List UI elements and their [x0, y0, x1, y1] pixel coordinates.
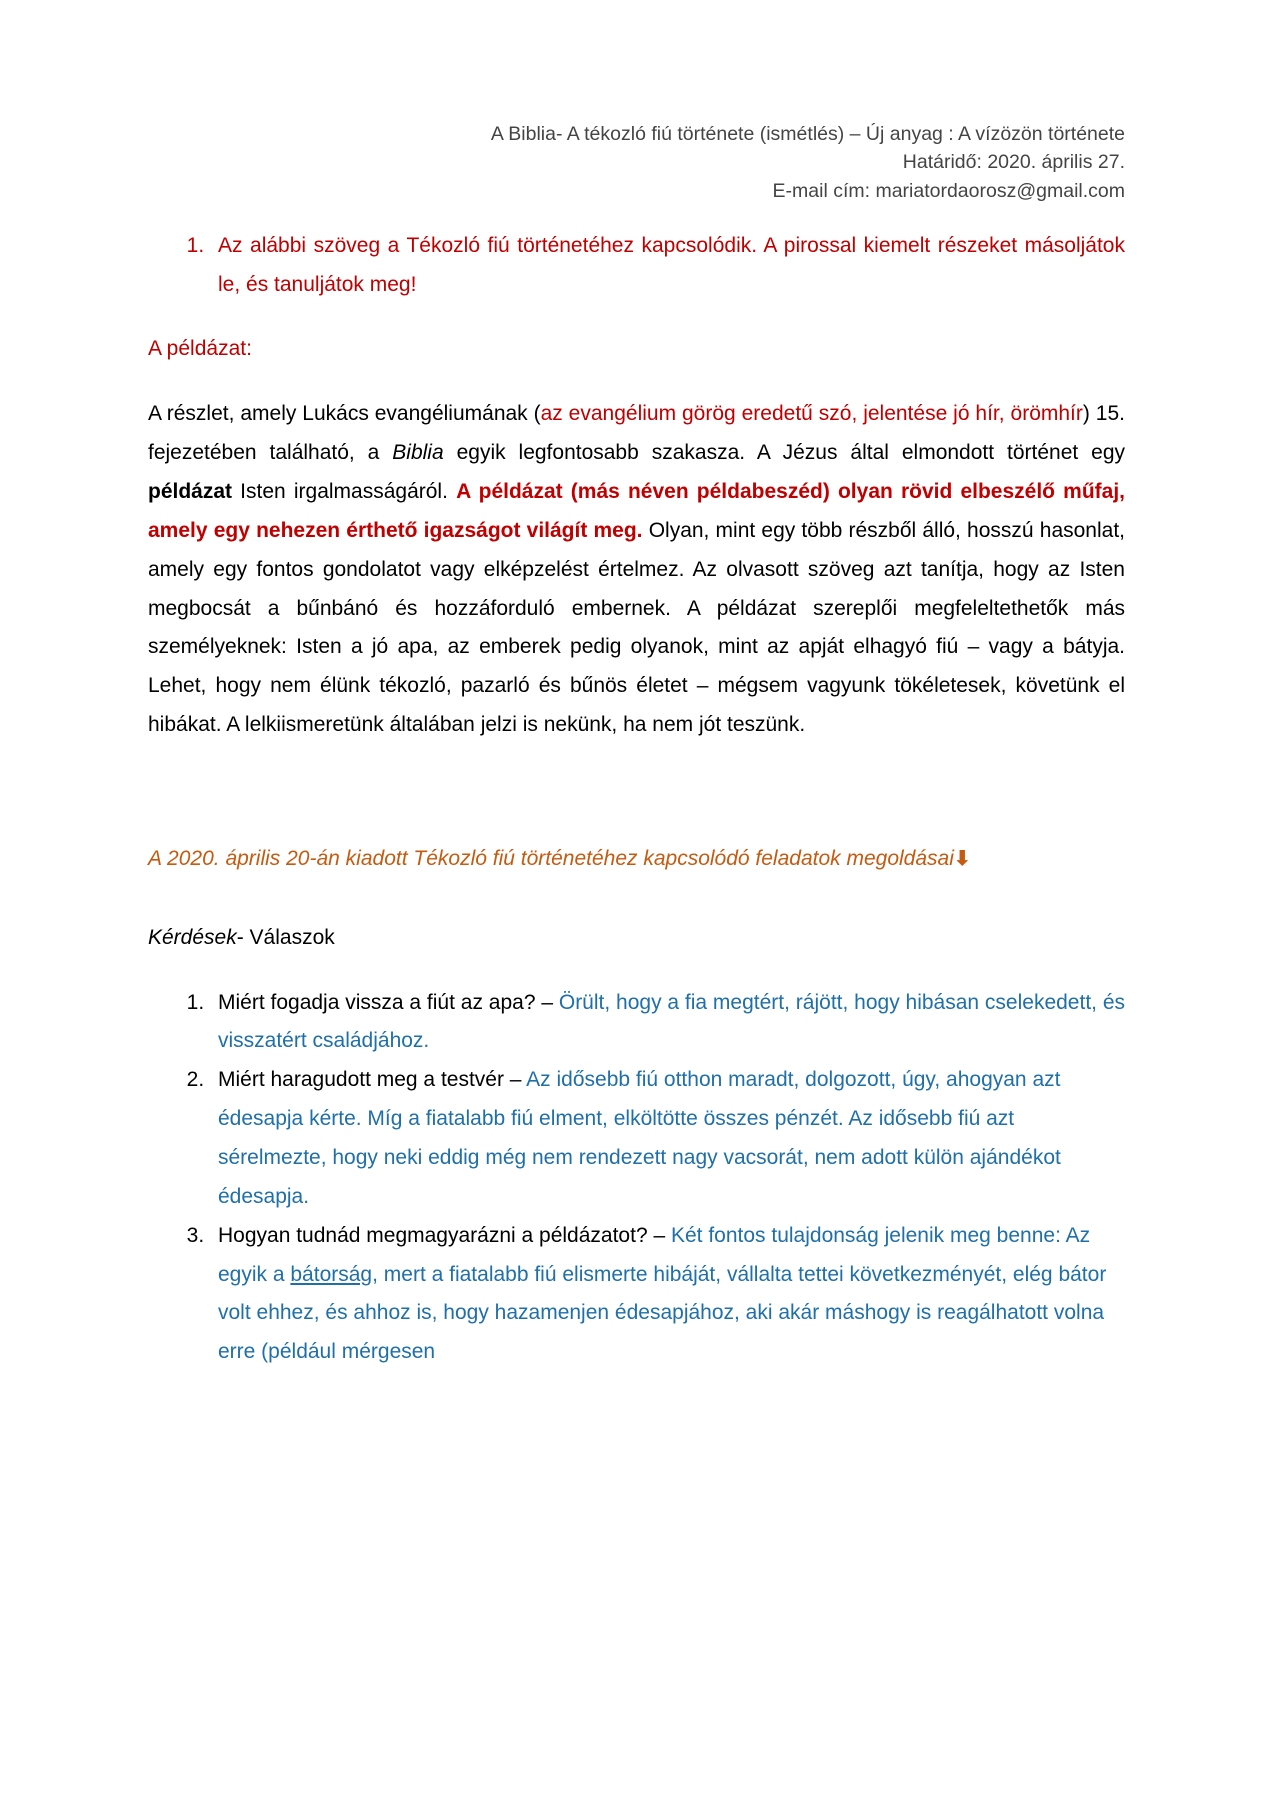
question-text: Hogyan tudnád megmagyarázni a példázatot? – [218, 1223, 671, 1247]
header-line-title: A Biblia- A tékozló fiú története (ismétlés) – Új anyag : A vízözön története [490, 123, 1125, 145]
instruction-item [210, 227, 1125, 305]
qa-label [148, 919, 1125, 958]
answer-underlined-word: bátorság, [290, 1262, 378, 1286]
paragraph-text-d: Isten irgalmasságáról. [232, 480, 457, 504]
spacer [148, 369, 1125, 395]
instruction-text: Az alábbi szöveg a Tékozló fiú történetéhez kapcsolódik. A pirossal kiemelt részeket másoljátok le, és tanuljátok meg! [218, 233, 1125, 296]
answer-text-a: Két fontos tulajdonság jelenik meg benne: Az egyik a [218, 1223, 1091, 1286]
spacer [148, 879, 1125, 919]
paragraph-text-b: ) 15. fejezetében található, a [148, 402, 1125, 465]
answer-text-b: mert a fiatalabb fiú elismerte hibáját, vállalta tettei következményét, elég bátor volt ehhez, és ahhoz is, hogy hazamenjen édesapjához, aki akár máshogy is reagálhatott volna erre (például mérgesen [218, 1262, 1107, 1364]
answer-text: Az idősebb fiú otthon maradt, dolgozott, úgy, ahogyan azt édesapja kérte. Míg a fiatalabb fiú elment, elköltötte összes pénzét. Az idősebb fiú azt sérelmezte, hogy neki eddig még nem rendezett nagy vacsorát, nem adott külön ajándékot édesapja. [218, 1068, 1061, 1208]
qa-label-italic: Kérdések [148, 925, 237, 949]
document-header [148, 120, 1125, 205]
question-item [210, 1061, 1125, 1216]
paragraph-text-c: egyik legfontosabb szakasza. A Jézus által elmondott történet egy [443, 441, 1125, 465]
questions-list [148, 984, 1125, 1372]
question-item [210, 984, 1125, 1062]
header-line-email: E-mail cím: mariatordaorosz@gmail.com [772, 179, 1125, 202]
solutions-heading-text: A 2020. április 20-án kiadott Tékozló fiú történetéhez kapcsolódó feladatok megoldásai [148, 846, 954, 870]
header-line-deadline: Határidő: 2020. április 27. [902, 151, 1125, 174]
question-text: Miért fogadja vissza a fiút az apa? – [218, 990, 559, 1014]
parable-heading: A példázat: [148, 337, 252, 361]
question-item [210, 1217, 1125, 1372]
paragraph-bold-peldazat: példázat [148, 480, 233, 504]
down-arrow-icon: ⬇ [953, 847, 971, 870]
answer-text: Örült, hogy a fia megtért, rájött, hogy hibásan cselekedett, és visszatért családjához. [218, 990, 1125, 1053]
paragraph-red-definition: az evangélium görög eredetű szó, jelentése jó hír, örömhír [540, 402, 1083, 426]
question-text: Miért haragudott meg a testvér – [218, 1068, 527, 1092]
spacer [148, 958, 1125, 984]
spacer [148, 304, 1125, 330]
instruction-list [148, 227, 1125, 305]
paragraph-red-bold-definition: A példázat (más néven példabeszéd) olyan rövid elbeszélő műfaj, amely egy nehezen érthető igazságot világít meg. [148, 480, 1125, 542]
spacer [148, 745, 1125, 840]
paragraph-italic-biblia: Biblia [392, 441, 444, 465]
paragraph-text-a: A részlet, amely Lukács evangéliumának ( [148, 402, 541, 426]
parable-paragraph [148, 395, 1125, 745]
qa-label-rest: - Válaszok [236, 925, 335, 949]
solutions-heading [148, 840, 1125, 879]
paragraph-text-e: Olyan, mint egy több részből álló, hosszú hasonlat, amely egy fontos gondolatot vagy elképzelést értelmez. Az olvasott szöveg azt tanítja, hogy az Isten megbocsát a bűnbánó és hozzáforduló embernek. A példázat szereplői megfeleltethetők más személyeknek: Isten a jó apa, az emberek pedig olyanok, mint az apját elhagyó fiú – vagy a bátyja. Lehet, hogy nem élünk tékozló, pazarló és bűnös életet – mégsem vagyunk tökéletesek, követünk el hibákat. A lelkiismeretünk általában jelzi is nekünk, ha nem jót teszünk. [148, 518, 1125, 737]
